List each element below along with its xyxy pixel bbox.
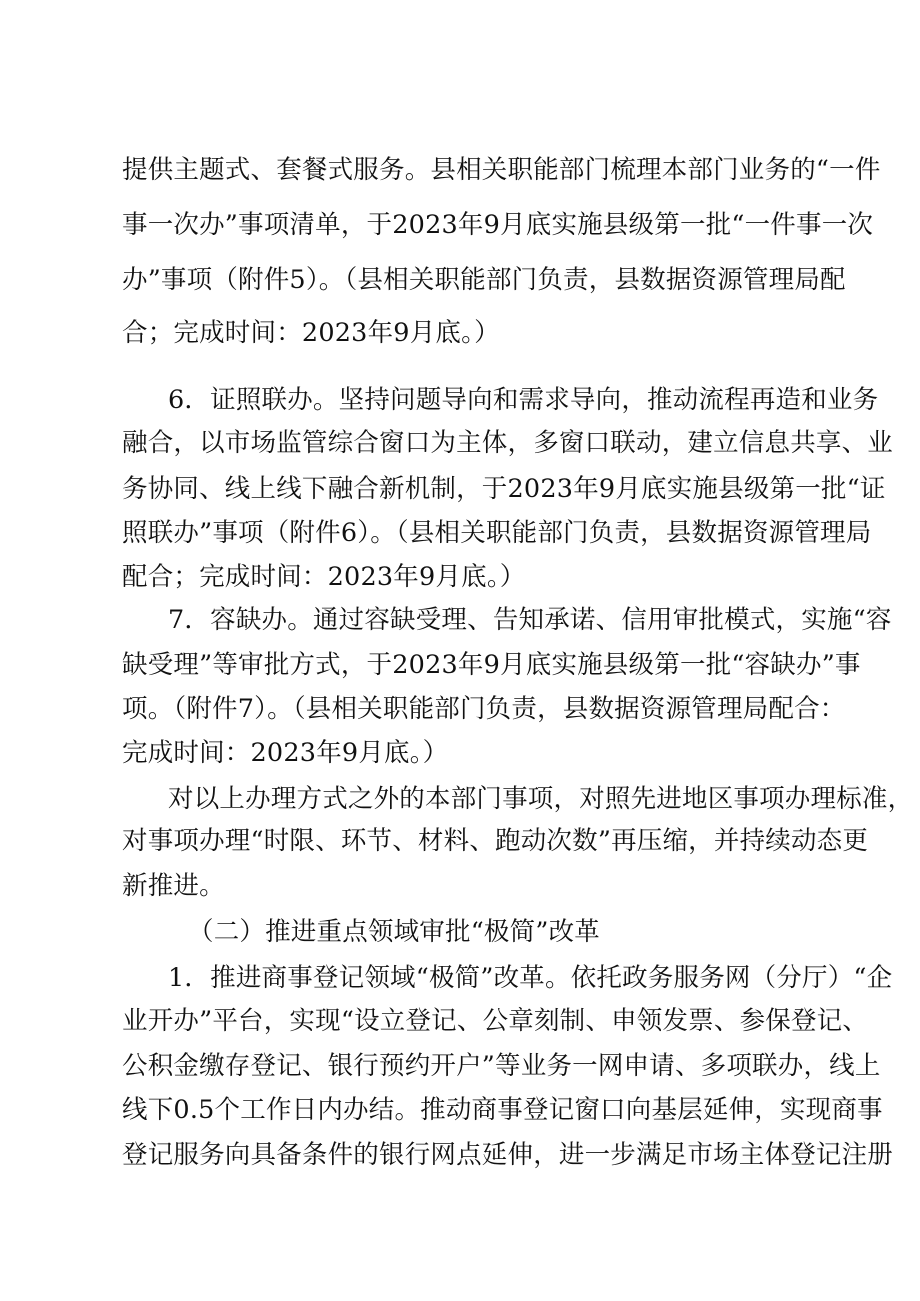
text-line: 业开办”平台，实现“设立登记、公章刻制、申领发票、参保登记、 [122,1006,869,1036]
text-line: 融合，以市场监管综合窗口为主体，多窗口联动，建立信息共享、业 [122,428,894,458]
section-heading: （二）推进重点领域审批“极简”改革 [188,917,600,947]
text-line: 线下0.5个工作日内办结。推动商事登记窗口向基层延伸，实现商事 [122,1095,883,1125]
text-line: 新推进。 [122,871,225,901]
text-line: 配合；完成时间：2023年9月底。） [122,562,526,592]
text-line: 对以上办理方式之外的本部门事项，对照先进地区事项办理标准， [168,784,914,814]
text-line: 6．证照联办。坚持问题导向和需求导向，推动流程再造和业务 [168,385,879,415]
text-line: 合；完成时间：2023年9月底。） [122,318,500,348]
text-line: 对事项办理“时限、环节、材料、跑动次数”再压缩，并持续动态更 [122,826,869,856]
text-line: 项。（附件7）。（县相关职能部门负责，县数据资源管理局配合： [122,694,846,724]
text-line: 1．推进商事登记领域“极简”改革。依托政务服务网（分厅）“企 [168,963,893,993]
text-line: 公积金缴存登记、银行预约开户”等业务一网申请、多项联办，线上 [122,1051,881,1081]
text-line: 务协同、线上线下融合新机制，于2023年9月底实施县级第一批“证 [122,474,886,504]
text-line: 办”事项（附件5）。（县相关职能部门负责，县数据资源管理局配 [122,265,846,295]
text-line: 照联办”事项（附件6）。（县相关职能部门负责，县数据资源管理局 [122,518,872,548]
text-line: 缺受理”等审批方式，于2023年9月底实施县级第一批“容缺办”事 [122,650,861,680]
text-line: 完成时间：2023年9月底。） [122,738,449,768]
text-line: 提供主题式、套餐式服务。县相关职能部门梳理本部门业务的“一件 [122,155,881,185]
text-line: 登记服务向具备条件的银行网点延伸，进一步满足市场主体登记注册 [122,1140,894,1170]
text-line: 7．容缺办。通过容缺受理、告知承诺、信用审批模式，实施“容 [168,605,892,635]
text-line: 事一次办”事项清单，于2023年9月底实施县级第一批“一件事一次 [122,210,874,240]
